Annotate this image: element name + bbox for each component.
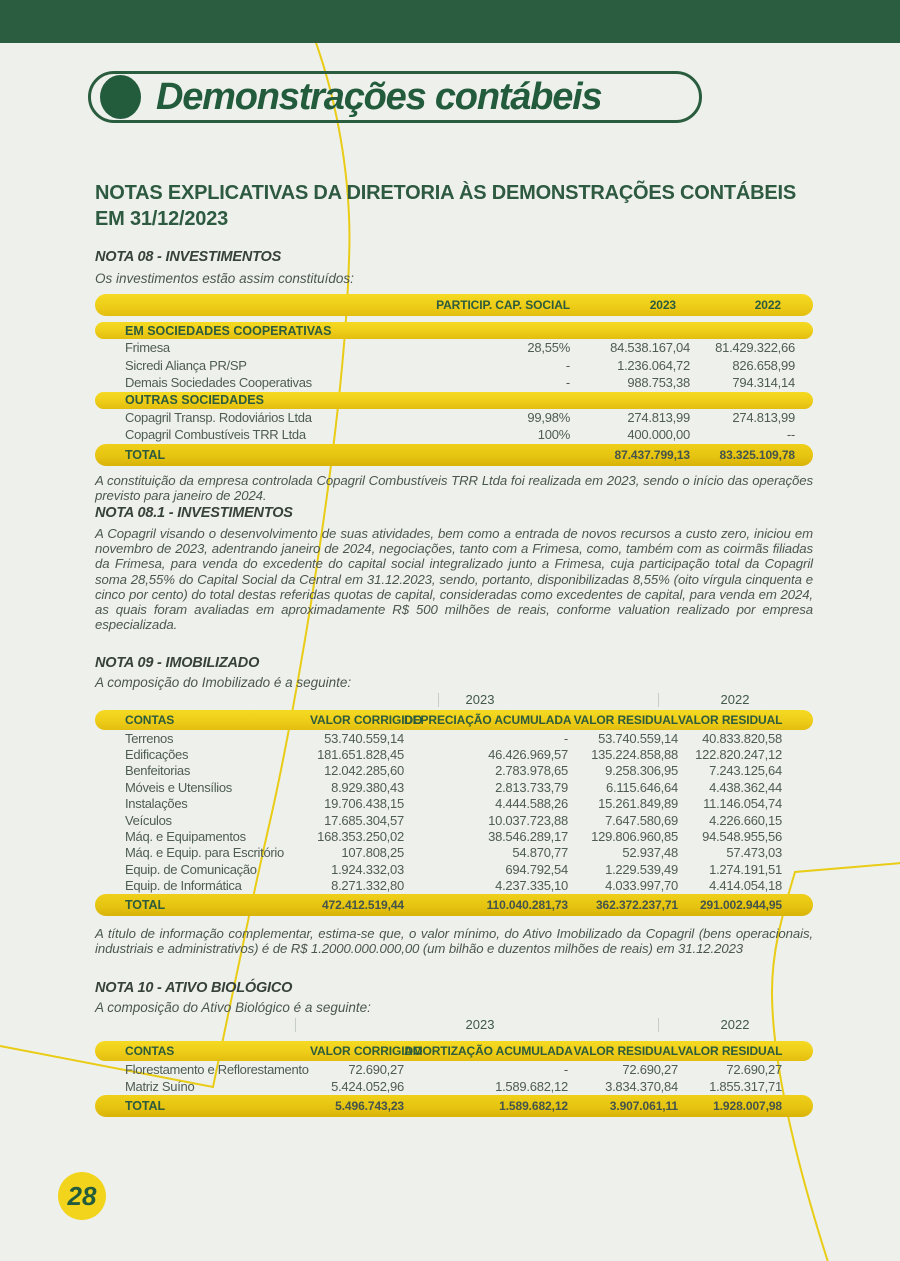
cell-2023: 988.753,38 <box>627 375 690 391</box>
total-corrigido: 5.496.743,23 <box>335 1099 404 1113</box>
cell-corrigido: 53.740.559,14 <box>324 730 404 746</box>
nota081-heading: NOTA 08.1 - INVESTIMENTOS <box>95 505 293 521</box>
row-label: Máq. e Equipamentos <box>125 829 246 845</box>
row-label: Máq. e Equip. para Escritório <box>125 845 284 861</box>
row-label: Equip. de Informática <box>125 878 242 894</box>
year-divider <box>658 693 659 707</box>
row-label: Copagril Combustíveis TRR Ltda <box>125 427 306 443</box>
page-title <box>95 180 809 232</box>
cell-corrigido: 5.424.052,96 <box>331 1079 404 1094</box>
page-title-line2: EM 31/12/2023 <box>95 208 229 230</box>
section-row-outras: OUTRAS SOCIEDADES <box>95 392 813 409</box>
nota10-year-row <box>95 1017 813 1035</box>
col-header-particip: PARTICIP. CAP. SOCIAL <box>436 298 570 312</box>
row-label: Demais Sociedades Cooperativas <box>125 375 312 391</box>
nota10-heading: NOTA 10 - ATIVO BIOLÓGICO <box>95 980 293 996</box>
nota081-section <box>95 505 813 632</box>
cell-depreciacao: 54.870,77 <box>512 845 568 861</box>
total-depreciacao: 110.040.281,73 <box>486 897 568 912</box>
cell-residual-2022: 7.243.125,64 <box>709 763 782 779</box>
row-label: Frimesa <box>125 340 170 356</box>
total-2022: 83.325.109,78 <box>719 447 795 462</box>
col-header-residual-2022: VALOR RESIDUAL <box>678 1044 783 1058</box>
cell-depreciacao: 10.037.723,88 <box>488 812 568 828</box>
row-label: Instalações <box>125 796 188 812</box>
table-row <box>95 828 813 844</box>
row-label: Benfeitorias <box>125 763 191 779</box>
cell-2023: 400.000,00 <box>627 427 690 443</box>
col-header-amortizacao: AMORTIZAÇÃO ACUMULADA <box>404 1044 573 1058</box>
cell-residual-2022: 11.146.054,74 <box>703 796 782 812</box>
page-title-line1: NOTAS EXPLICATIVAS DA DIRETORIA ÀS DEMONSTRAÇÕES CONTÁBEIS <box>95 182 797 204</box>
col-header-contas: CONTAS <box>125 1044 175 1058</box>
cell-depreciacao: - <box>563 730 568 746</box>
nota09-table-header-row <box>95 710 813 730</box>
cell-residual-2022: 4.414.054,18 <box>709 878 782 894</box>
nota09-heading: NOTA 09 - IMOBILIZADO <box>95 655 260 671</box>
table-row <box>95 878 813 894</box>
cell-residual-2022: 94.548.955,56 <box>702 829 782 845</box>
cell-residual-2022: 57.473,03 <box>726 845 782 861</box>
cell-2022: 794.314,14 <box>732 375 795 391</box>
cell-residual-2022: 122.820.247,12 <box>695 747 782 763</box>
nota10-table-header-row <box>95 1041 813 1061</box>
cell-residual-2023: 9.258.306,95 <box>605 763 678 779</box>
cell-depreciacao: 38.546.289,17 <box>488 829 568 845</box>
cell-particip: - <box>565 375 570 391</box>
cell-corrigido: 181.651.828,45 <box>317 747 404 763</box>
table-row <box>95 1061 813 1078</box>
table-row <box>95 339 813 357</box>
cell-residual-2023: 4.033.997,70 <box>605 878 678 894</box>
cell-2023: 274.813,99 <box>627 409 690 425</box>
cell-2022: 81.429.322,66 <box>715 340 795 356</box>
total-corrigido: 472.412.519,44 <box>321 897 404 912</box>
cell-depreciacao: 694.792,54 <box>505 861 568 877</box>
cell-2023: 1.236.064,72 <box>617 357 690 373</box>
cell-residual-2023: 15.261.849,89 <box>598 796 678 812</box>
cell-depreciacao: 2.813.733,79 <box>495 779 568 795</box>
cell-corrigido: 8.929.380,43 <box>331 779 404 795</box>
col-header-depreciacao: DEPRECIAÇÃO ACUMULADA <box>404 713 572 727</box>
cell-corrigido: 72.690,27 <box>348 1062 404 1077</box>
cell-corrigido: 17.685.304,57 <box>324 812 404 828</box>
cell-residual-2023: 72.690,27 <box>622 1062 678 1077</box>
row-label: Sicredi Aliança PR/SP <box>125 357 247 373</box>
cell-residual-2022: 4.438.362,44 <box>709 779 782 795</box>
table-row <box>95 374 813 392</box>
col-header-contas: CONTAS <box>125 713 175 727</box>
table-row <box>95 730 813 746</box>
section-banner <box>88 71 702 123</box>
row-label: Móveis e Utensílios <box>125 779 233 795</box>
cell-residual-2023: 129.806.960,85 <box>591 829 678 845</box>
cell-particip: 28,55% <box>527 340 570 356</box>
total-amortizacao: 1.589.682,12 <box>499 1099 568 1113</box>
cell-residual-2022: 4.226.660,15 <box>709 812 782 828</box>
cell-residual-2023: 135.224.858,88 <box>591 747 678 763</box>
col-header-2022: 2022 <box>754 298 781 312</box>
nota09-section <box>95 655 813 956</box>
table-row <box>95 357 813 375</box>
nota08-section <box>95 249 813 503</box>
row-label: Copagril Transp. Rodoviários Ltda <box>125 409 312 425</box>
nota08-heading: NOTA 08 - INVESTIMENTOS <box>95 249 282 265</box>
table-row <box>95 746 813 762</box>
cell-corrigido: 168.353.250,02 <box>317 829 404 845</box>
col-header-residual-2023: VALOR RESIDUAL <box>573 713 678 727</box>
col-header-valor-corrigido: VALOR CORRIGIDO <box>310 1044 423 1058</box>
table-row <box>95 763 813 779</box>
nota08-intro: Os investimentos estão assim constituídos: <box>95 271 354 286</box>
cell-particip: - <box>565 357 570 373</box>
cell-residual-2023: 6.115.646,64 <box>606 779 678 795</box>
banner-title: Demonstrações contábeis <box>156 75 602 118</box>
year-label-2022: 2022 <box>720 1017 750 1032</box>
total-row <box>95 444 813 466</box>
cell-residual-2022: 1.855.317,71 <box>709 1079 782 1094</box>
cell-depreciacao: 4.237.335,10 <box>495 878 568 894</box>
nota08-footnote: A constituição da empresa controlada Copagril Combustíveis TRR Ltda foi realizada em 2023, sendo o início das operações previsto para janeiro de 2024. <box>95 472 813 503</box>
row-label: Matriz Suíno <box>125 1079 195 1094</box>
total-row <box>95 1095 813 1117</box>
year-divider <box>295 1018 296 1032</box>
total-row <box>95 894 813 916</box>
total-residual-2023: 362.372.237,71 <box>595 897 678 912</box>
table-row <box>95 812 813 828</box>
total-residual-2022: 291.002.944,95 <box>699 897 782 912</box>
cell-depreciacao: 4.444.588,26 <box>495 796 568 812</box>
cell-residual-2022: 72.690,27 <box>726 1062 782 1077</box>
row-label: Veículos <box>125 812 172 828</box>
table-row <box>95 409 813 427</box>
table-row <box>95 1078 813 1095</box>
page-number-badge <box>58 1172 106 1220</box>
page-number: 28 <box>67 1180 97 1211</box>
total-label: TOTAL <box>125 1099 166 1113</box>
cell-residual-2023: 52.937,48 <box>622 845 678 861</box>
row-label: Equip. de Comunicação <box>125 861 257 877</box>
nota08-table-header-row <box>95 294 813 316</box>
year-label-2023: 2023 <box>465 1017 495 1032</box>
table-row <box>95 861 813 877</box>
top-green-band <box>0 0 900 43</box>
cell-corrigido: 12.042.285,60 <box>324 763 404 779</box>
cell-residual-2023: 53.740.559,14 <box>598 730 678 746</box>
cell-corrigido: 8.271.332,80 <box>331 878 404 894</box>
table-row <box>95 796 813 812</box>
year-label-2022: 2022 <box>720 692 750 707</box>
nota09-intro: A composição do Imobilizado é a seguinte: <box>95 675 352 690</box>
cell-2022: 274.813,99 <box>732 409 795 425</box>
cell-2023: 84.538.167,04 <box>610 340 690 356</box>
cell-2022: 826.658,99 <box>732 357 795 373</box>
year-label-2023: 2023 <box>465 692 495 707</box>
total-residual-2023: 3.907.061,11 <box>609 1099 678 1113</box>
col-header-residual-2023: VALOR RESIDUAL <box>573 1044 678 1058</box>
cell-corrigido: 19.706.438,15 <box>324 796 404 812</box>
table-row <box>95 426 813 444</box>
nota09-year-row <box>95 692 813 710</box>
total-2023: 87.437.799,13 <box>614 447 690 462</box>
table-row <box>95 845 813 861</box>
cell-depreciacao: 46.426.969,57 <box>488 747 568 763</box>
cell-residual-2023: 1.229.539,49 <box>605 861 678 877</box>
section-row-cooperativas: EM SOCIEDADES COOPERATIVAS <box>95 322 813 339</box>
cell-particip: 99,98% <box>527 409 570 425</box>
nota09-note: A título de informação complementar, estima-se que, o valor mínimo, do Ativo Imobilizado da Copagril (bens operacionais, industriais e administrativos) é de R$ 1.2000.000.000,00 (um bilhão e duzentos milhões de reais) em 31.12.2023 <box>95 925 813 957</box>
col-header-2023: 2023 <box>649 298 676 312</box>
row-label: Terrenos <box>125 730 174 746</box>
cell-corrigido: 107.808,25 <box>341 845 404 861</box>
banner-dot-icon <box>100 75 141 119</box>
col-header-residual-2022: VALOR RESIDUAL <box>678 713 783 727</box>
row-label: Edificações <box>125 747 189 763</box>
year-divider <box>658 1018 659 1032</box>
cell-residual-2023: 7.647.580,69 <box>605 812 678 828</box>
nota10-intro: A composição do Ativo Biológico é a seguinte: <box>95 1000 371 1015</box>
cell-amortizacao: - <box>563 1062 568 1077</box>
nota10-section <box>95 980 813 1117</box>
cell-residual-2023: 3.834.370,84 <box>605 1079 678 1094</box>
row-label: Florestamento e Reflorestamento <box>125 1062 309 1077</box>
col-header-valor-corrigido: VALOR CORRIGIDO <box>310 713 423 727</box>
cell-residual-2022: 1.274.191,51 <box>709 861 782 877</box>
nota081-body: A Copagril visando o desenvolvimento de suas atividades, bem como a entrada de novos recursos a custo zero, iniciou em novembro de 2023, adentrando janeiro de 2024, negociações, tanto com a Frimesa, como, também com as coirmãs filiadas da Frimesa, para venda do excedente do capital social integralizado junto a Frimesa, cuja participação total da Copagril soma 28,55% do Capital Social da Central em 31.12.2023, sendo, portanto, disponibilizadas 8,55% (oito vírgula cinquenta e cinco por cento) do total destas referidas quotas de capital, consideradas como excedentes de capital, para venda em 2024, as quais foram avaliadas em aproximadamente R$ 500 milhões de reais, conforme valuation realizado por empresa especializada. <box>95 526 813 633</box>
cell-residual-2022: 40.833.820,58 <box>702 730 782 746</box>
total-label: TOTAL <box>125 447 166 462</box>
year-divider <box>438 693 439 707</box>
cell-corrigido: 1.924.332,03 <box>331 861 404 877</box>
cell-particip: 100% <box>537 427 570 443</box>
cell-amortizacao: 1.589.682,12 <box>495 1079 568 1094</box>
total-residual-2022: 1.928.007,98 <box>713 1099 782 1113</box>
total-label: TOTAL <box>125 897 166 912</box>
cell-2022: -- <box>786 427 795 443</box>
cell-depreciacao: 2.783.978,65 <box>495 763 568 779</box>
table-row <box>95 779 813 795</box>
